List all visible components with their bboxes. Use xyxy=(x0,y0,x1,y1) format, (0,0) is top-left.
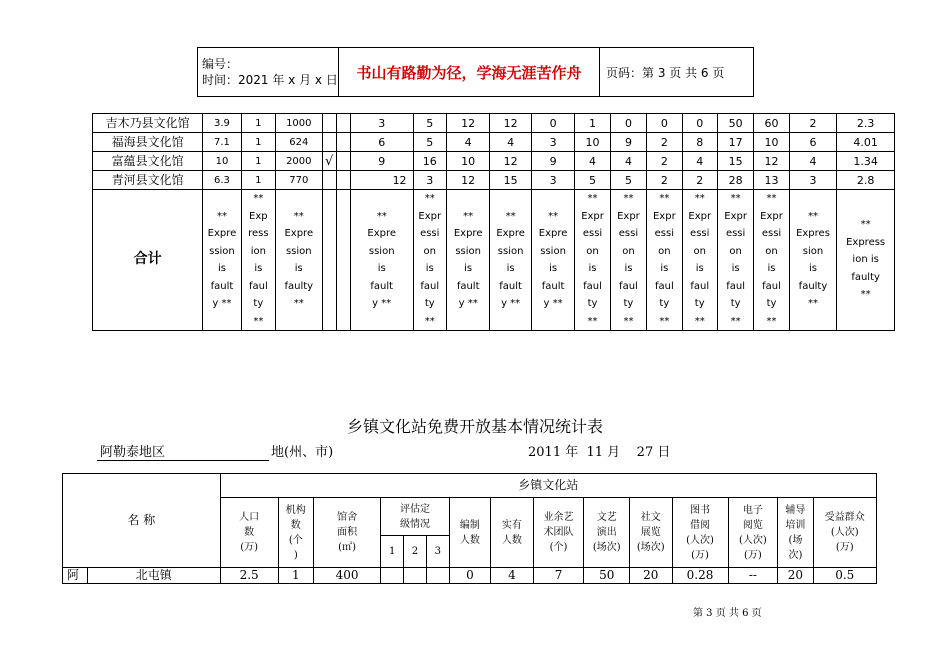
training-header: 辅导 培训 (场 次) xyxy=(778,498,813,568)
cell-c6: 3 xyxy=(350,114,413,133)
cell-c4: √ xyxy=(322,152,336,171)
cell-institutions: 1 xyxy=(278,568,313,584)
cell-c18: 2.3 xyxy=(837,114,895,133)
cell-rating-1 xyxy=(381,568,404,584)
row-name: 吉木乃县文化馆 xyxy=(93,114,203,133)
cell-c15: 50 xyxy=(717,114,753,133)
cell-c12: 4 xyxy=(610,152,646,171)
cell-c14: 4 xyxy=(682,152,717,171)
total-cell: ** Expre ssion is fault y ** xyxy=(496,210,525,309)
rating-1-header: 1 xyxy=(381,536,404,568)
total-cell: ** Express ion is faulty ** xyxy=(846,219,886,301)
cell-c7: 5 xyxy=(413,114,446,133)
cell-c17: 3 xyxy=(789,171,837,190)
cell-c6: 6 xyxy=(350,133,413,152)
staff-quota-header: 编制 人数 xyxy=(449,498,490,568)
group-header: 乡镇文化站 xyxy=(220,474,876,498)
cell-c3: 2000 xyxy=(276,152,323,171)
cell-c18: 4.01 xyxy=(837,133,895,152)
total-cell: ** Exp ress ion is faul ty ** xyxy=(248,193,269,327)
rating-3-header: 3 xyxy=(426,536,449,568)
cell-beneficiaries: 0.5 xyxy=(813,568,876,584)
document-header xyxy=(197,47,754,97)
document-time-label: 时间：2021 年 x 月 x 日 xyxy=(202,73,338,87)
cell-amateur-groups: 7 xyxy=(533,568,584,584)
cell-c7: 5 xyxy=(413,133,446,152)
row-name: 青河县文化馆 xyxy=(93,171,203,190)
cell-c9: 15 xyxy=(490,171,531,190)
cell-c2: 1 xyxy=(241,152,275,171)
cell-c16: 12 xyxy=(754,152,789,171)
total-empty-cell xyxy=(336,190,350,331)
cell-c13: 2 xyxy=(647,171,682,190)
table-row xyxy=(63,568,877,584)
cell-c5 xyxy=(336,133,350,152)
cell-c3: 1000 xyxy=(276,114,323,133)
total-cell: ** Expr essi on is faul ty ** xyxy=(760,193,783,327)
area-header: 馆舍 面积 (㎡) xyxy=(313,498,380,568)
table-total-row xyxy=(93,190,895,331)
e-reading-header: 电子 阅览 (人次) (万) xyxy=(728,498,778,568)
cell-staff-actual: 4 xyxy=(491,568,534,584)
cell-c1: 6.3 xyxy=(203,171,241,190)
cell-c16: 13 xyxy=(754,171,789,190)
total-cell: ** Expr essi on is faul ty ** xyxy=(652,193,676,327)
cell-c5 xyxy=(336,171,350,190)
cell-c9: 4 xyxy=(490,133,531,152)
cell-c1: 7.1 xyxy=(203,133,241,152)
amateur-groups-header: 业余艺 术团队 (个) xyxy=(533,498,584,568)
total-cell: ** Expr essi on is faul ty ** xyxy=(724,193,747,327)
name-header: 名 称 xyxy=(63,474,221,568)
cell-c12: 9 xyxy=(610,133,646,152)
cell-c11: 5 xyxy=(575,171,610,190)
cell-c4 xyxy=(322,171,336,190)
cell-c16: 60 xyxy=(754,114,789,133)
cell-c17: 6 xyxy=(789,133,837,152)
total-cell: ** Expre ssion is fault y ** xyxy=(367,210,397,309)
cell-rating-2 xyxy=(404,568,427,584)
staff-actual-header: 实有 人数 xyxy=(491,498,534,568)
footer-page-number: 第 3 页 共 6 页 xyxy=(693,608,762,619)
cell-c3: 770 xyxy=(276,171,323,190)
cell-c11: 1 xyxy=(575,114,610,133)
culture-center-table xyxy=(92,113,895,331)
report-date: 2011 年 11 月 27 日 xyxy=(528,445,671,460)
cell-area: 400 xyxy=(313,568,380,584)
total-cell: ** Expr essi on is faul ty ** xyxy=(418,193,442,327)
population-header: 人口 数 (万) xyxy=(220,498,278,568)
cell-c17: 4 xyxy=(789,152,837,171)
cell-c15: 17 xyxy=(717,133,753,152)
cell-c15: 28 xyxy=(717,171,753,190)
cell-exhibitions: 20 xyxy=(630,568,673,584)
cell-c10: 0 xyxy=(531,114,574,133)
cell-c1: 10 xyxy=(203,152,241,171)
cell-c6: 9 xyxy=(350,152,413,171)
total-cell: ** Expre ssion is fault y ** xyxy=(453,210,483,309)
cell-c13: 2 xyxy=(647,133,682,152)
beneficiaries-header: 受益群众 (人次) (万) xyxy=(813,498,876,568)
document-number-label: 编号： xyxy=(202,57,239,71)
total-cell: ** Expres sion is faulty ** xyxy=(796,210,830,309)
total-cell: ** Expr essi on is faul ty ** xyxy=(581,193,604,327)
cell-c4 xyxy=(322,114,336,133)
table-row xyxy=(93,152,895,171)
row-name: 福海县文化馆 xyxy=(93,133,203,152)
cell-c10: 3 xyxy=(531,171,574,190)
cell-c5 xyxy=(336,114,350,133)
rating-header: 评估定 级情况 xyxy=(381,498,449,536)
cell-c14: 0 xyxy=(682,114,717,133)
region-suffix: 地(州、市) xyxy=(271,445,334,460)
cell-c8: 12 xyxy=(446,114,489,133)
cell-population: 2.5 xyxy=(220,568,278,584)
total-cell: ** Expre ssion is fault y ** xyxy=(207,210,237,309)
cell-c8: 12 xyxy=(446,171,489,190)
cell-c2: 1 xyxy=(241,133,275,152)
total-cell: ** Expr essi on is faul ty ** xyxy=(688,193,712,327)
row-prefix: 阿 xyxy=(63,568,88,584)
cell-c6: 12 xyxy=(350,171,413,190)
cell-c8: 4 xyxy=(446,133,489,152)
cell-c13: 2 xyxy=(647,152,682,171)
cell-c2: 1 xyxy=(241,114,275,133)
cell-c16: 10 xyxy=(754,133,789,152)
cell-c11: 10 xyxy=(575,133,610,152)
row-name: 北屯镇 xyxy=(87,568,220,584)
row-name: 富蕴县文化馆 xyxy=(93,152,203,171)
cell-c10: 3 xyxy=(531,133,574,152)
cell-c8: 10 xyxy=(446,152,489,171)
table-row xyxy=(93,133,895,152)
cell-c18: 2.8 xyxy=(837,171,895,190)
cell-c9: 12 xyxy=(490,114,531,133)
total-cell: ** Expre ssion is faulty ** xyxy=(284,210,314,309)
library-header: 图书 借阅 (人次) (万) xyxy=(672,498,728,568)
cell-c11: 4 xyxy=(575,152,610,171)
table-row xyxy=(93,114,895,133)
total-empty-cell xyxy=(322,190,336,331)
cell-c3: 624 xyxy=(276,133,323,152)
cell-c14: 2 xyxy=(682,171,717,190)
cell-e-reading: -- xyxy=(728,568,778,584)
cell-rating-3 xyxy=(426,568,449,584)
cell-c17: 2 xyxy=(789,114,837,133)
rating-2-header: 2 xyxy=(404,536,427,568)
cell-c9: 12 xyxy=(490,152,531,171)
institutions-header: 机构 数 (个 ) xyxy=(278,498,313,568)
cell-performances: 50 xyxy=(584,568,630,584)
header-slogan: 书山有路勤为径，学海无涯苦作舟 xyxy=(339,48,600,97)
region-name: 阿勒泰地区 xyxy=(97,441,269,461)
cell-c13: 0 xyxy=(647,114,682,133)
total-label: 合计 xyxy=(93,190,203,331)
cell-c10: 9 xyxy=(531,152,574,171)
total-cell: ** Expre ssion is fault y ** xyxy=(538,210,568,309)
header-page-label: 页码：第 3 页 共 6 页 xyxy=(600,48,754,97)
header-left-cell xyxy=(198,48,339,97)
performances-header: 文艺 演出 (场次) xyxy=(584,498,630,568)
total-cell: ** Expr essi on is faul ty ** xyxy=(617,193,640,327)
cell-c5 xyxy=(336,152,350,171)
cell-c4 xyxy=(322,133,336,152)
township-station-table xyxy=(62,473,877,584)
cell-staff-quota: 0 xyxy=(449,568,490,584)
cell-c18: 1.34 xyxy=(837,152,895,171)
table-row xyxy=(93,171,895,190)
cell-c15: 15 xyxy=(717,152,753,171)
cell-training: 20 xyxy=(778,568,813,584)
cell-c12: 0 xyxy=(610,114,646,133)
township-table-title: 乡镇文化站免费开放基本情况统计表 xyxy=(346,417,603,436)
cell-c14: 8 xyxy=(682,133,717,152)
cell-c7: 16 xyxy=(413,152,446,171)
cell-c2: 1 xyxy=(241,171,275,190)
cell-c12: 5 xyxy=(610,171,646,190)
exhibitions-header: 社文 展览 (场次) xyxy=(630,498,673,568)
cell-c7: 3 xyxy=(413,171,446,190)
cell-library: 0.28 xyxy=(672,568,728,584)
cell-c1: 3.9 xyxy=(203,114,241,133)
